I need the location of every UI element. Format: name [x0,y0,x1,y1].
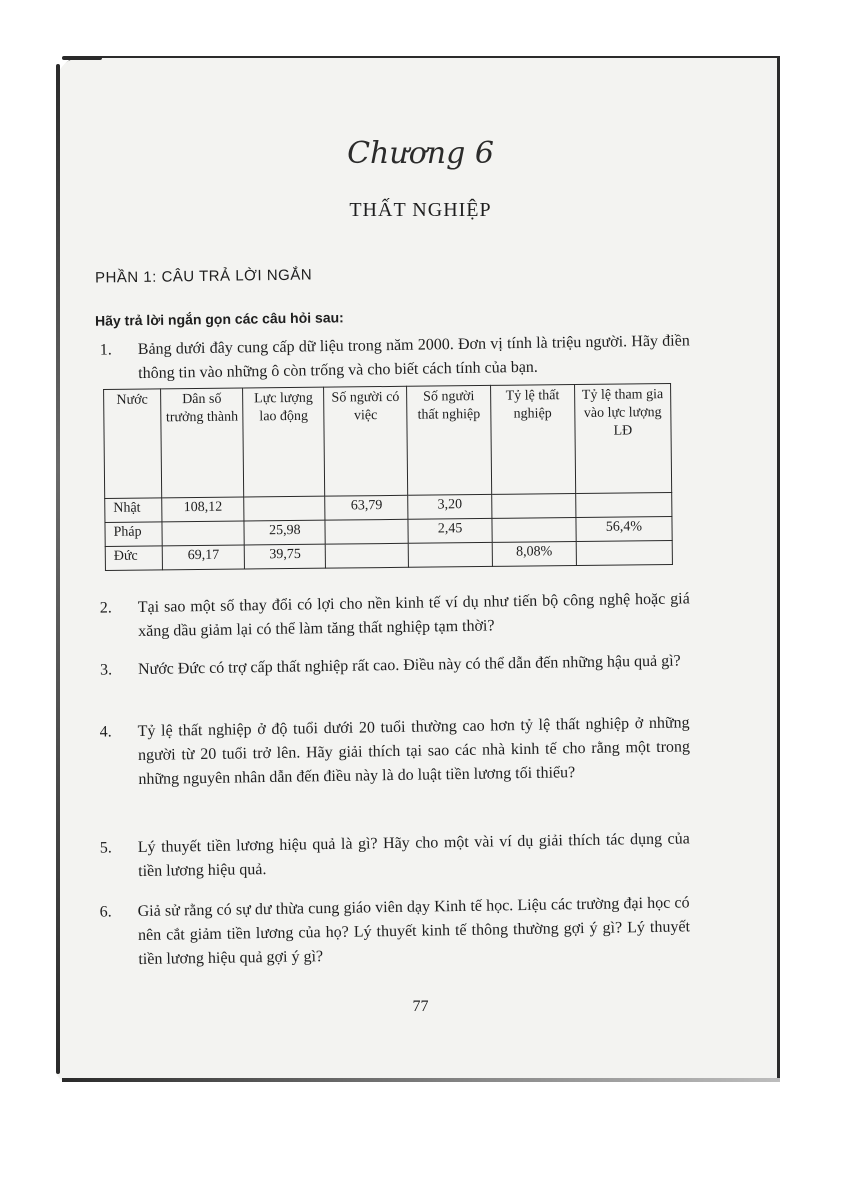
question-text: Lý thuyết tiền lương hiệu quả là gì? Hãy cho một vài ví dụ giải thích tác dụng của tiền lương hiệu quả. [137,830,690,881]
chapter-title: THẤT NGHIỆP [349,199,492,221]
chapter-label: Chương 6 [347,136,494,171]
question-text: Tại sao một số thay đổi có lợi cho nền kinh tế ví dụ như tiến bộ công nghệ hoặc giá xăng dầu giảm lại có thể làm tăng thất nghiệp tạm thời? [137,590,690,641]
table-header-row [104,384,672,499]
table-cell: 108,12 [162,497,245,522]
table-cell [162,521,245,546]
table-cell: 2,45 [408,518,492,543]
table-header-cell: Số người có việc [324,386,408,496]
section-heading: PHẦN 1: CÂU TRẢ LỜI NGẮN [94,266,313,287]
table-cell: 69,17 [162,545,245,570]
data-table [103,383,673,571]
section-instruction: Hãy trả lời ngắn gọn các câu hỏi sau: [94,309,344,329]
table-cell [575,493,671,518]
table-cell: 56,4% [576,517,672,542]
page-edge-top [62,56,102,60]
question-number: 4. [99,723,112,741]
table-cell [492,518,576,543]
table-header-cell: Nước [104,389,162,499]
table-cell [244,496,325,521]
table-header-cell: Lực lượng lao động [243,387,325,497]
table-cell: 63,79 [325,495,408,520]
table-cell: Đức [105,546,162,571]
table-cell: 39,75 [244,544,325,569]
table-header-cell: Dân số trưởng thành [161,388,244,498]
table-cell [576,541,672,566]
question-number: 6. [99,903,112,921]
table-cell [325,519,408,544]
table-cell: Nhật [105,498,162,523]
table-cell: 3,20 [408,494,492,519]
question-number: 3. [99,661,113,679]
question-text: Bảng dưới đây cung cấp dữ liệu trong năm 2000. Đơn vị tính là triệu người. Hãy điền thông tin vào những ô còn trống và cho biết cách tính của bạn. [137,332,690,383]
table-cell: 25,98 [244,520,325,545]
page-edge-bottom [62,1078,780,1082]
table-header-cell: Số người thất nghiệp [407,385,492,495]
question-5 [100,827,691,884]
question-4 [99,711,690,792]
question-text: Giả sử rằng có sự dư thừa cung giáo viên dạy Kinh tế học. Liệu các trường đại học có nên cắt giảm tiền lương của họ? Lý thuyết kinh tế thông thường gợi ý gì? Lý thuyết tiền lương hiệu quả gợi ý gì? [137,894,691,969]
question-text: Nước Đức có trợ cấp thất nghiệp rất cao. Điều này có thể dẫn đến những hậu quả gì? [137,652,681,679]
question-text: Tỷ lệ thất nghiệp ở độ tuổi dưới 20 tuổi thường cao hơn tỷ lệ thất nghiệp ở những người từ 20 tuổi trở lên. Hãy giải thích tại sao các nhà kinh tế cho rằng một trong những nguyên nhân dẫn đến điều này là do luật tiền lương tối thiểu? [137,714,691,789]
table-cell [326,543,409,568]
table-header-cell: Tỷ lệ tham gia vào lực lượng LĐ [574,384,671,494]
question-number: 2. [99,599,112,617]
table-cell [408,542,492,567]
table-cell: Pháp [105,522,162,547]
question-1 [100,329,691,386]
question-number: 5. [99,839,112,857]
table-cell [492,494,576,519]
question-6 [99,891,690,972]
table-header-cell: Tỷ lệ thất nghiệp [490,385,575,495]
question-number: 1. [99,341,112,359]
question-2 [100,587,691,644]
page-number: 77 [412,998,429,1015]
table-cell: 8,08% [492,542,576,567]
